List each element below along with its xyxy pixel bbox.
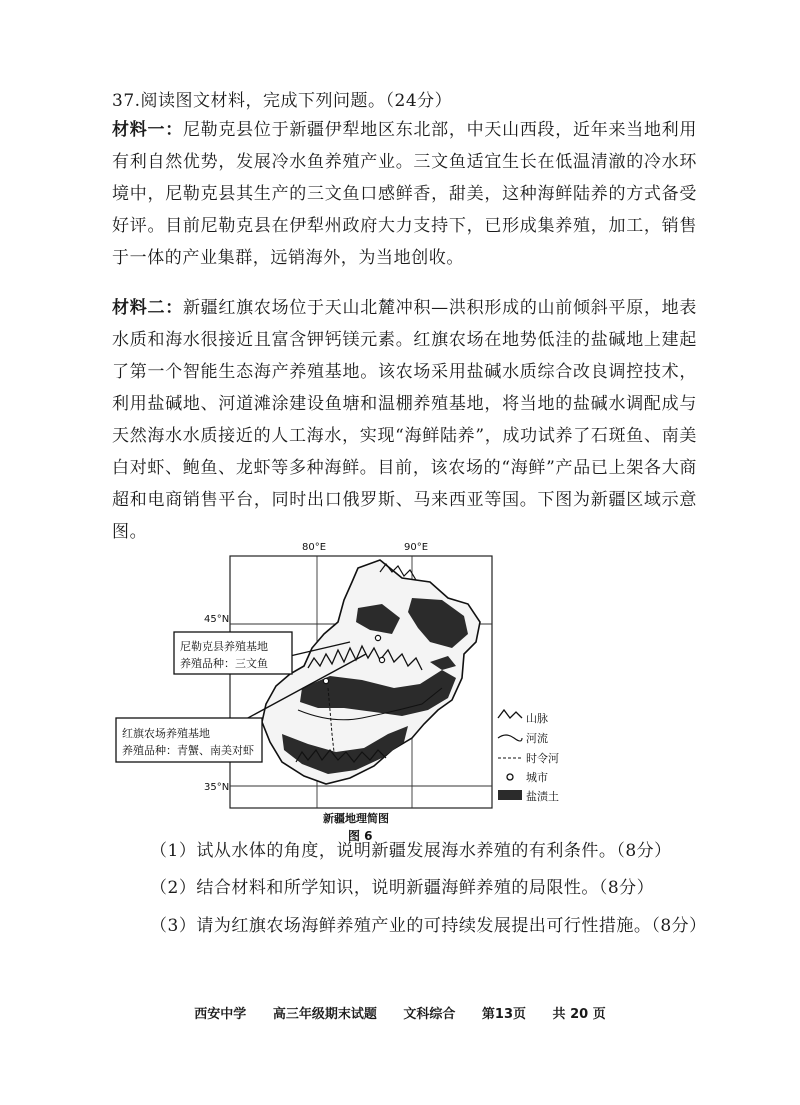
map-legend — [498, 710, 559, 803]
callout-hongqi-line1: 红旗农场养殖基地 — [122, 727, 210, 740]
material-one — [112, 114, 697, 274]
material-two-head: 材料二： — [112, 298, 183, 318]
footer-exam: 高三年级期末试题 — [272, 1007, 377, 1022]
legend-mountain-label: 山脉 — [526, 712, 548, 725]
legend-seasonal-river-label: 时令河 — [526, 752, 559, 765]
footer-school: 西安中学 — [194, 1007, 247, 1022]
subquestion-1: （1）试从水体的角度，说明新疆发展海水养殖的有利条件。（8分） — [150, 841, 672, 861]
legend-saline-soil-icon — [498, 790, 522, 800]
material-two — [112, 292, 697, 548]
legend-city-label: 城市 — [526, 771, 548, 784]
footer-subject: 文科综合 — [403, 1007, 456, 1022]
figure-label: 图 6 — [348, 829, 373, 843]
legend-saline-soil-label: 盐渍土 — [526, 790, 559, 803]
map-title: 新疆地理简图 — [323, 812, 389, 825]
legend-river-icon — [498, 735, 522, 741]
legend-city-icon — [507, 774, 513, 780]
question-title: 37.阅读图文材料，完成下列问题。（24分） — [112, 91, 453, 111]
footer-page: 第13页 — [481, 1007, 527, 1022]
lat-label-35: 35°N — [204, 782, 230, 793]
subquestion-3: （3）请为红旗农场海鲜养殖产业的可持续发展提出可行性措施。（8分） — [150, 916, 707, 936]
subquestion-2: （2）结合材料和所学知识，说明新疆海鲜养殖的局限性。（8分） — [150, 878, 655, 898]
city-marker — [323, 678, 328, 683]
xinjiang-map-figure — [112, 538, 559, 848]
material-two-body: 新疆红旗农场位于天山北麓冲积—洪积形成的山前倾斜平原，地表水质和海水很接近且富含钾钙镁元素。红旗农场在地势低洼的盐碱地上建起了第一个智能生态海产养殖基地。该农场采用盐碱水质综合改良调控技术，利用盐碱地、河道滩涂建设鱼塘和温棚养殖基地，将当地的盐碱水调配成与天然海水水质接近的人工海水，实现“海鲜陆养”，成功试养了石斑鱼、南美白对虾、鲍鱼、龙虾等多种海鲜。目前，该农场的“海鲜”产品已上架各大商超和电商销售平台，同时出口俄罗斯、马来西亚等国。下图为新疆区域示意图。 — [112, 298, 697, 542]
callout-nileke-line2: 养殖品种：三文鱼 — [180, 657, 268, 670]
footer-total: 共 20 页 — [552, 1007, 606, 1022]
material-one-head: 材料一： — [112, 120, 183, 140]
lon-label-90: 90°E — [404, 542, 429, 553]
legend-river-label: 河流 — [526, 732, 548, 745]
legend-mountain-icon — [498, 710, 522, 718]
city-marker — [379, 657, 384, 662]
city-marker — [375, 635, 380, 640]
lon-label-80: 80°E — [302, 542, 327, 553]
callout-nileke-line1: 尼勒克县养殖基地 — [180, 640, 268, 653]
material-one-body: 尼勒克县位于新疆伊犁地区东北部，中天山西段，近年来当地利用有利自然优势，发展冷水鱼养殖产业。三文鱼适宜生长在低温清澈的冷水环境中，尼勒克县其生产的三文鱼口感鲜香，甜美，这种海鲜陆养的方式备受好评。目前尼勒克县在伊犁州政府大力支持下，已形成集养殖，加工，销售于一体的产业集群，远销海外，为当地创收。 — [112, 120, 697, 268]
page-footer — [0, 1003, 800, 1022]
lat-label-45: 45°N — [204, 614, 230, 625]
callout-hongqi-line2: 养殖品种：青蟹、南美对虾 — [122, 744, 254, 757]
